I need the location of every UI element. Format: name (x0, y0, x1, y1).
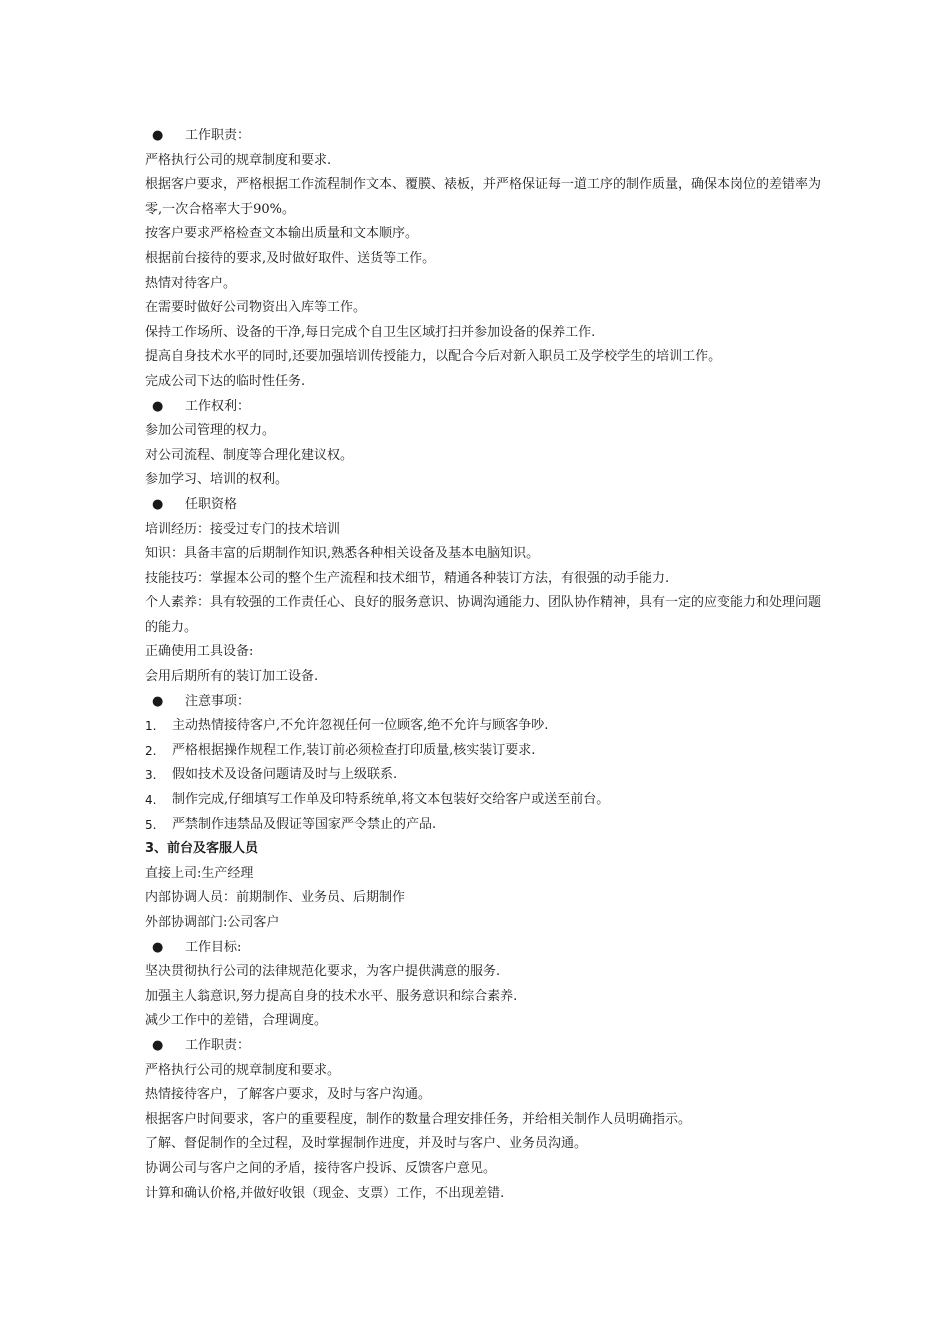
paragraph: 正确使用工具设备: (145, 644, 254, 660)
paragraph: 热情接待客户，了解客户要求，及时与客户沟通。 (145, 1087, 432, 1103)
section-title-front-desk: 3、前台及客服人员 (145, 841, 259, 857)
paragraph: 知识：具备丰富的后期制作知识,熟悉各种相关设备及基本电脑知识。 (145, 546, 540, 562)
paragraph: 对公司流程、制度等合理化建议权。 (145, 447, 354, 463)
paragraph: 保持工作场所、设备的干净,每日完成个自卫生区域打扫并参加设备的保养工作. (145, 324, 596, 340)
section-heading-work-duties-2: ● 工作职责： (145, 1034, 825, 1059)
bullet-dot-icon: ● (152, 1037, 164, 1053)
paragraph: 了解、督促制作的全过程，及时掌握制作进度，并及时与客户、业务员沟通。 (145, 1136, 588, 1152)
section-heading-qualifications: ● 任职资格 (145, 493, 825, 518)
paragraph: 直接上司:生产经理 (145, 865, 254, 881)
paragraph: 根据客户要求，严格根据工作流程制作文本、覆膜、裱板，并严格保证每一道工序的制作质量，确保本岗位的差错率为零,一次合格率大于90%。 (145, 177, 822, 217)
paragraph: 严格执行公司的规章制度和要求. (145, 152, 332, 168)
paragraph: 内部协调人员：前期制作、业务员、后期制作 (145, 890, 406, 906)
paragraph: 提高自身技术水平的同时,还要加强培训传授能力，以配合今后对新入职员工及学校学生的培训工作。 (145, 349, 722, 365)
paragraph: 严格执行公司的规章制度和要求。 (145, 1062, 341, 1078)
paragraph: 会用后期所有的装订加工设备. (145, 669, 319, 685)
bullet-dot-icon: ● (152, 693, 164, 709)
paragraph: 外部协调部门:公司客户 (145, 915, 280, 930)
bullet-dot-icon: ● (152, 496, 164, 512)
paragraph: 坚决贯彻执行公司的法律规范化要求，为客户提供满意的服务. (145, 964, 501, 980)
bullet-dot-icon: ● (152, 939, 164, 955)
paragraph: 根据前台接待的要求,及时做好取件、送货等工作。 (145, 250, 436, 266)
document-body (145, 124, 825, 1206)
paragraph: 协调公司与客户之间的矛盾，接待客户投诉、反馈客户意见。 (145, 1160, 497, 1176)
paragraph: 个人素养：具有较强的工作责任心、良好的服务意识、协调沟通能力、团队协作精神，具有一定的应变能力和处理问题的能力。 (145, 595, 822, 635)
paragraph: 技能技巧：掌握本公司的整个生产流程和技术细节，精通各种装订方法，有很强的动手能力. (145, 570, 670, 586)
section-heading-work-goals: ● 工作目标: (145, 936, 825, 961)
paragraph: 培训经历：接受过专门的技术培训 (145, 521, 341, 537)
numbered-item: 2. 严格根据操作规程工作,装订前必须检查打印质量,核实装订要求. (145, 742, 536, 758)
bullet-dot-icon: ● (152, 128, 164, 143)
numbered-item: 5. 严禁制作违禁品及假证等国家严令禁止的产品. (145, 816, 437, 832)
paragraph: 在需要时做好公司物资出入库等工作。 (145, 300, 367, 316)
section-heading-notes: ● 注意事项： (145, 690, 825, 715)
paragraph: 加强主人翁意识,努力提高自身的技术水平、服务意识和综合素养. (145, 988, 518, 1004)
paragraph: 参加公司管理的权力。 (145, 423, 276, 439)
paragraph: 按客户要求严格检查文本输出质量和文本顺序。 (145, 226, 419, 242)
paragraph: 减少工作中的差错，合理调度。 (145, 1013, 328, 1029)
section-heading-work-duties: ● 工作职责： (145, 124, 825, 149)
section-heading-work-rights: ● 工作权利： (145, 395, 825, 420)
numbered-item: 4. 制作完成,仔细填写工作单及印特系统单,将文本包装好交给客户或送至前台。 (145, 792, 610, 808)
paragraph: 热情对待客户。 (145, 275, 237, 291)
paragraph: 参加学习、培训的权利。 (145, 472, 289, 488)
paragraph: 完成公司下达的临时性任务. (145, 373, 306, 389)
paragraph: 计算和确认价格,并做好收银（现金、支票）工作，不出现差错. (145, 1185, 505, 1201)
bullet-dot-icon: ● (152, 398, 164, 414)
numbered-item: 3. 假如技术及设备问题请及时与上级联系. (145, 767, 398, 783)
numbered-item: 1. 主动热情接待客户,不允许忽视任何一位顾客,绝不允许与顾客争吵. (145, 718, 549, 734)
paragraph: 根据客户时间要求，客户的重要程度，制作的数量合理安排任务，并给相关制作人员明确指示。 (145, 1111, 692, 1127)
